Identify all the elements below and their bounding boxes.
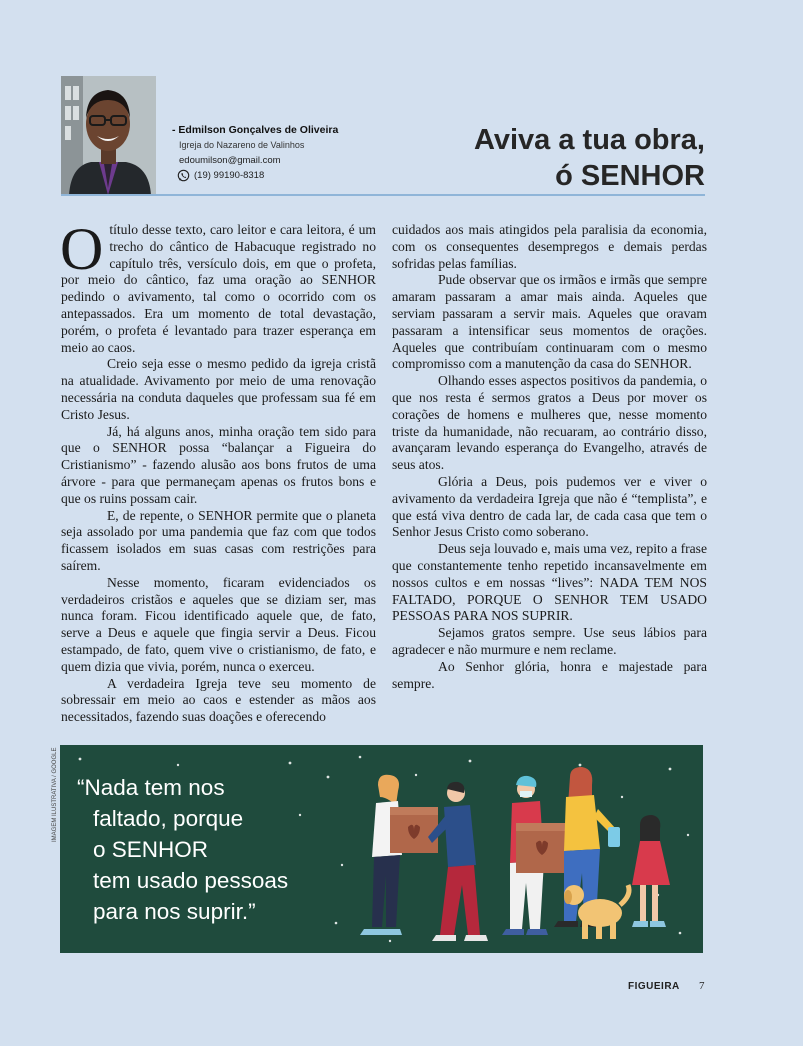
paragraph: Olhando esses aspectos positivos da pandemia, o que nos resta é sermos gratos a Deus por mover os corações de homens e mulheres que, nesse momento triste da humanidade, não recuaram, ao contrário disso, avançaram levando esperança do Evangelho, através de seus atos. (392, 373, 707, 473)
paragraph-continued: cuidados aos mais atingidos pela paralisia da economia, com os consequentes desempregos e demais perdas sofridas pelas famílias. (392, 222, 707, 271)
paragraph: Glória a Deus, pois pudemos ver e viver o avivamento da verdadeira Igreja que não é “templista”, e que está viva dentro de cada lar, de cada casa que tem o Senhor Jesus Cristo como soberano. (392, 473, 707, 540)
author-church: Igreja do Nazareno de Valinhos (179, 140, 305, 150)
author-name: - Edmilson Gonçalves de Oliveira (172, 124, 339, 136)
article-column-left (60, 216, 376, 726)
image-credit: IMAGEM ILUSTRATIVA / GOOGLE (52, 747, 58, 842)
paragraph: Sejamos gratos sempre. Use seus lábios para agradecer e não murmure e nem reclame. (392, 625, 707, 657)
author-phone-row (177, 169, 338, 182)
paragraph: Pude observar que os irmãos e irmãs que sempre amaram passaram a amar mais ainda. Aqueles que serviam passaram a servir mais. Aqueles que oravam passaram a intensificar seus momentos de orações. Aqueles que contribuíam continuaram com o mesmo compromisso com a manutenção da casa do SENHOR. (392, 272, 707, 372)
paragraph: Ao Senhor glória, honra e majestade para sempre. (392, 658, 707, 691)
author-photo (61, 76, 156, 195)
figure-girl (632, 815, 670, 927)
paragraph: Creio seja esse o mesmo pedido da igreja cristã na atualidade. Avivamento por meio de uma renovação necessária na conduta daqueles que professam sua fé em Cristo Jesus. (61, 356, 376, 422)
author-email[interactable]: edoumilson@gmail.com (179, 155, 281, 166)
magazine-brand: FIGUEIRA (628, 981, 680, 992)
author-portrait (61, 76, 156, 195)
whatsapp-icon (177, 169, 190, 182)
pull-quote-banner (60, 745, 703, 953)
paragraph: Otítulo desse texto, caro leitor e cara leitora, é um trecho do cântico de Habacuque registrado no capítulo três, versículo dois, em que o profeta, por meio do cântico, faz uma oração ao SENHOR pedindo o avivamento, tal como o ocorrido com os antepassados. Era um momento de total devastação, porém, o profeta é levantado para trazer esperança em meio ao caos. (60, 216, 376, 355)
pull-quote-line: “Nada tem nos (77, 775, 225, 800)
author-phone: (19) 99190-8318 (194, 170, 265, 181)
pull-quote-line: faltado, porque (93, 806, 244, 831)
paragraph: E, de repente, o SENHOR permite que o planeta seja assolado por uma pandemia que faz com que todos ficassem isolados em suas casas com restrições para saírem. (61, 507, 376, 573)
article-title (474, 122, 705, 194)
paragraph: Já, há alguns anos, minha oração tem sido para que o SENHOR possa “balançar a Figueira do Cristianismo” - fazendo alusão aos bons frutos de uma árvore - para que permaneçam apenas os frutos bons e que os ruins possam cair. (61, 423, 376, 506)
author-info (172, 124, 338, 182)
pull-quote (77, 772, 288, 927)
paragraph: Nesse momento, ficaram evidenciados os verdadeiros cristãos e aqueles que se diziam ser, mas nunca foram. Ficou identificado aquele que, de fato, serve a Deus e aquele que fingia servir a Deus. Ficou estampado, de fato, quem vive o cristianismo, de fato, e quem dizia que vivia, porém, nunca o exerceu. (61, 574, 376, 674)
pull-quote-line: o SENHOR (93, 837, 209, 862)
donation-box-1 (390, 807, 438, 853)
pull-quote-line: tem usado pessoas (93, 868, 289, 893)
figure-woman-giving (360, 775, 412, 935)
paragraph: Deus seja louvado e, mais uma vez, repito a frase que constantemente tenho repetido incansavelmente em nossos cultos e em nossas “lives”: NADA TEM NOS FALTADO, PORQUE O SENHOR TEM USADO PESSOAS PARA NOS SUPRIR. (392, 541, 707, 624)
title-line-1: Aviva a tua obra, (473, 124, 705, 156)
article-column-right (392, 222, 707, 692)
page-number: 7 (699, 980, 705, 992)
pull-quote-line: para nos suprir.” (93, 899, 256, 924)
title-line-2: ó SENHOR (555, 160, 705, 192)
donation-box-2 (516, 823, 570, 873)
paragraph: A verdadeira Igreja teve seu momento de sobressair em meio ao caos e estender as mãos aos necessitados, fazendo suas doações e oferecendo (61, 675, 376, 725)
drop-cap: O (60, 216, 104, 282)
figure-man-receiving (428, 782, 488, 941)
header-rule (61, 194, 705, 196)
